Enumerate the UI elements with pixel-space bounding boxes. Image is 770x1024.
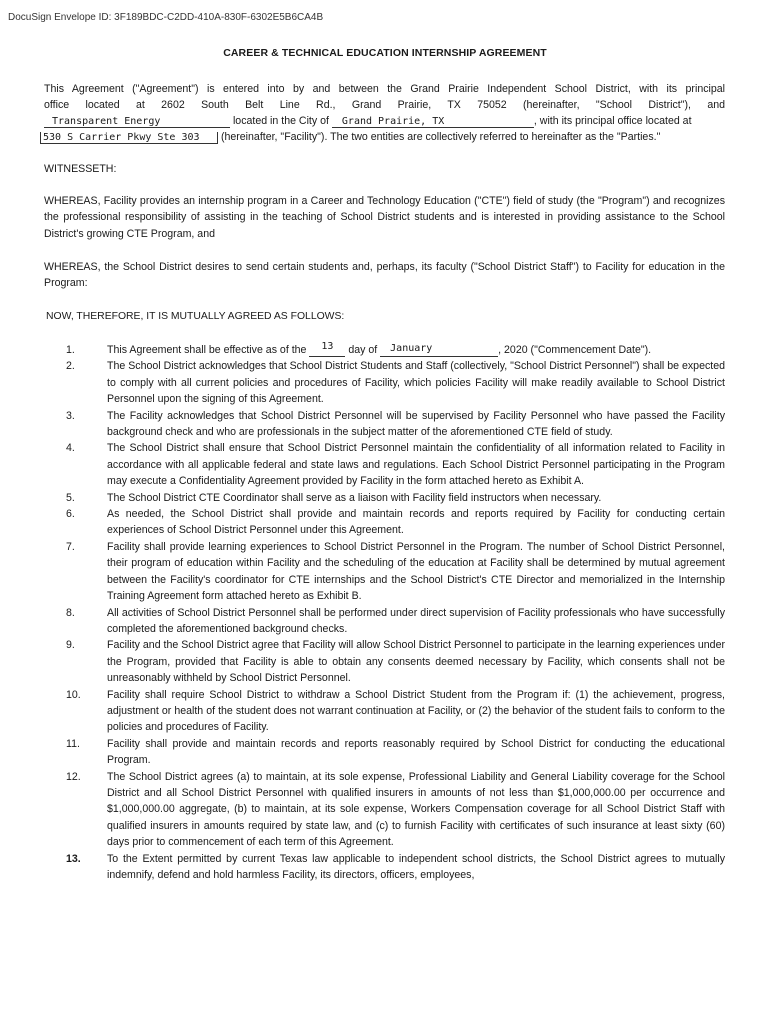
- term-1-mid: day of: [348, 344, 378, 356]
- term-item-3: [44, 408, 725, 441]
- month-field[interactable]: [380, 345, 498, 357]
- term-text: Facility shall require School District to withdraw a School District Student from the Program if: (1) the achievement, progress, adjustment or health of the student does not warrant continuation at Facility, or (2) the behavior of the student fails to conform to the policies and procedures of Facility.: [107, 688, 725, 734]
- whereas-paragraph-2: WHEREAS, the School District desires to send certain students and, perhaps, its faculty ("School District Staff") to Facility for education in the Program:: [44, 261, 725, 290]
- term-text: Facility shall provide and maintain records and reports reasonably required by School District for conducting the educational Program.: [107, 737, 725, 767]
- now-therefore-heading: NOW, THEREFORE, IT IS MUTUALLY AGREED AS FOLLOWS:: [46, 311, 345, 322]
- term-text: To the Extent permitted by current Texas law applicable to independent school districts, the School District agrees to mutually indemnify, defend and hold harmless Facility, its directors, officers, employees,: [107, 852, 725, 881]
- term-item-12: [44, 769, 725, 851]
- address-field[interactable]: 530 S Carrier Pkwy Ste 303: [40, 132, 218, 144]
- term-text: The School District CTE Coordinator shall serve as a liaison with Facility field instructors when necessary.: [107, 491, 602, 504]
- term-text: Facility shall provide learning experiences to School District Personnel in the Program. The number of School District Personnel, their program of education within Facility and the scheduling of the education at Facility shall be determined by mutual agreement between the Facility's coordinator for CTE internships and the School District's CTE Director and memorialized in the Internship Training Agreement form attached hereto as Exhibit B.: [107, 540, 725, 603]
- term-text: The School District shall ensure that School District Personnel maintain the confidentiality of all information related to Facility in accordance with all applicable federal and state laws and regulations. Each School District Personnel participating in the Program may execute a Confidentiality Agreement provided by Facility in the form attached hereto as Exhibit A.: [107, 442, 725, 488]
- principal-office-text: , with its principal office located at: [533, 115, 692, 127]
- intro-line-2: office located at 2602 South Belt Line Rd., Grand Prairie, TX 75052 (hereinafter, "School District"), and: [44, 99, 725, 111]
- term-text: The School District acknowledges that School District Students and Staff (collectively, "School District Personnel") shall be expected to comply with all current policies and procedures of Facility, which policies Facility will make readily available to School District Personnel upon the signing of this Agreement.: [107, 360, 725, 406]
- day-value: 13: [321, 341, 334, 352]
- term-number: 10.: [66, 688, 81, 701]
- page-title: CAREER & TECHNICAL EDUCATION INTERNSHIP AGREEMENT: [223, 47, 547, 59]
- term-item-10: [44, 687, 725, 736]
- term-number: 1.: [66, 344, 75, 356]
- term-item-5: [44, 490, 725, 506]
- facility-name-field[interactable]: Transparent Energy: [44, 116, 230, 128]
- term-text: All activities of School District Personnel shall be performed under direct supervision of Facility professionals who have successfully completed the aforementioned background checks.: [107, 606, 725, 635]
- term-1-pre: This Agreement shall be effective as of the: [107, 344, 307, 356]
- term-text: The School District agrees (a) to maintain, at its sole expense, Professional Liability and General Liability coverage for the School District and all School District Personnel with qualified insurers in amounts of not less than $1,000,000.00 per occurrence and $1,000,000.00 aggregate, (b) to maintain, at its sole expense, Workers Compensation coverage for all School District Staff with qualified insurers in amounts required by state law, and (c) to furnish Facility with certificates of such insurance at least sixty (60) days prior to commencement of each term of this Agreement.: [107, 770, 725, 849]
- term-number: 5.: [66, 491, 75, 504]
- term-number: 3.: [66, 409, 75, 422]
- term-number: 12.: [66, 770, 81, 783]
- envelope-id: DocuSign Envelope ID: 3F189BDC-C2DD-410A-830F-6302E5B6CA4B: [8, 12, 324, 23]
- term-item-2: [44, 358, 725, 407]
- term-item-7: [44, 539, 725, 605]
- term-item-13: [44, 851, 725, 884]
- whereas-paragraph-1: WHEREAS, Facility provides an internship program in a Career and Technology Education ("CTE") field of study (the "Program") and recognizes the professional responsibility of assisting in the teaching of School District students and is interested in providing assistance to the School District's growing CTE Program, and: [44, 195, 725, 240]
- intro-line-4: [40, 129, 721, 145]
- term-text: As needed, the School District shall provide and maintain records and reports required by Facility for conducting certain experiences of School District Personnel under this Agreement.: [107, 508, 725, 537]
- intro-line-3: [44, 113, 725, 129]
- term-item-11: [44, 736, 725, 769]
- term-number: 6.: [66, 508, 75, 521]
- term-text: The Facility acknowledges that School District Personnel will be supervised by Facility Personnel who have passed the Facility background check and who are professionals in the subject matter of the aforementioned CTE field of study.: [107, 409, 725, 439]
- agreement-terms-list: [44, 342, 725, 883]
- term-text: Facility and the School District agree that Facility will allow School District Personnel to participate in the learning experiences under the Program, provided that Facility is able to obtain any consents deemed necessary by Facility, which consents shall not be unreasonably withheld by School District Personnel.: [107, 639, 725, 685]
- term-number: 13.: [66, 852, 81, 865]
- day-field[interactable]: [309, 341, 345, 357]
- located-text: located in the City of: [232, 115, 329, 127]
- term-number: 2.: [66, 360, 75, 373]
- intro-line-1: This Agreement ("Agreement") is entered into by and between the Grand Prairie Independent School District, with its principal: [44, 83, 725, 95]
- term-number: 11.: [66, 737, 80, 750]
- month-value: January: [390, 343, 433, 354]
- term-item-1: [44, 342, 725, 358]
- term-1-post: , 2020 ("Commencement Date").: [498, 344, 652, 356]
- term-item-8: [44, 605, 725, 638]
- intro-line-4-text: (hereinafter, "Facility"). The two entities are collectively referred to hereinafter as the "Parties.": [220, 131, 661, 143]
- term-item-6: [44, 506, 725, 539]
- city-field[interactable]: Grand Prairie, TX: [332, 116, 534, 128]
- term-number: 4.: [66, 442, 75, 455]
- term-item-4: [44, 440, 725, 489]
- term-number: 9.: [66, 639, 75, 652]
- term-number: 8.: [66, 606, 75, 619]
- witnesseth-heading: WITNESSETH:: [44, 163, 117, 175]
- term-number: 7.: [66, 540, 75, 553]
- term-item-9: [44, 637, 725, 686]
